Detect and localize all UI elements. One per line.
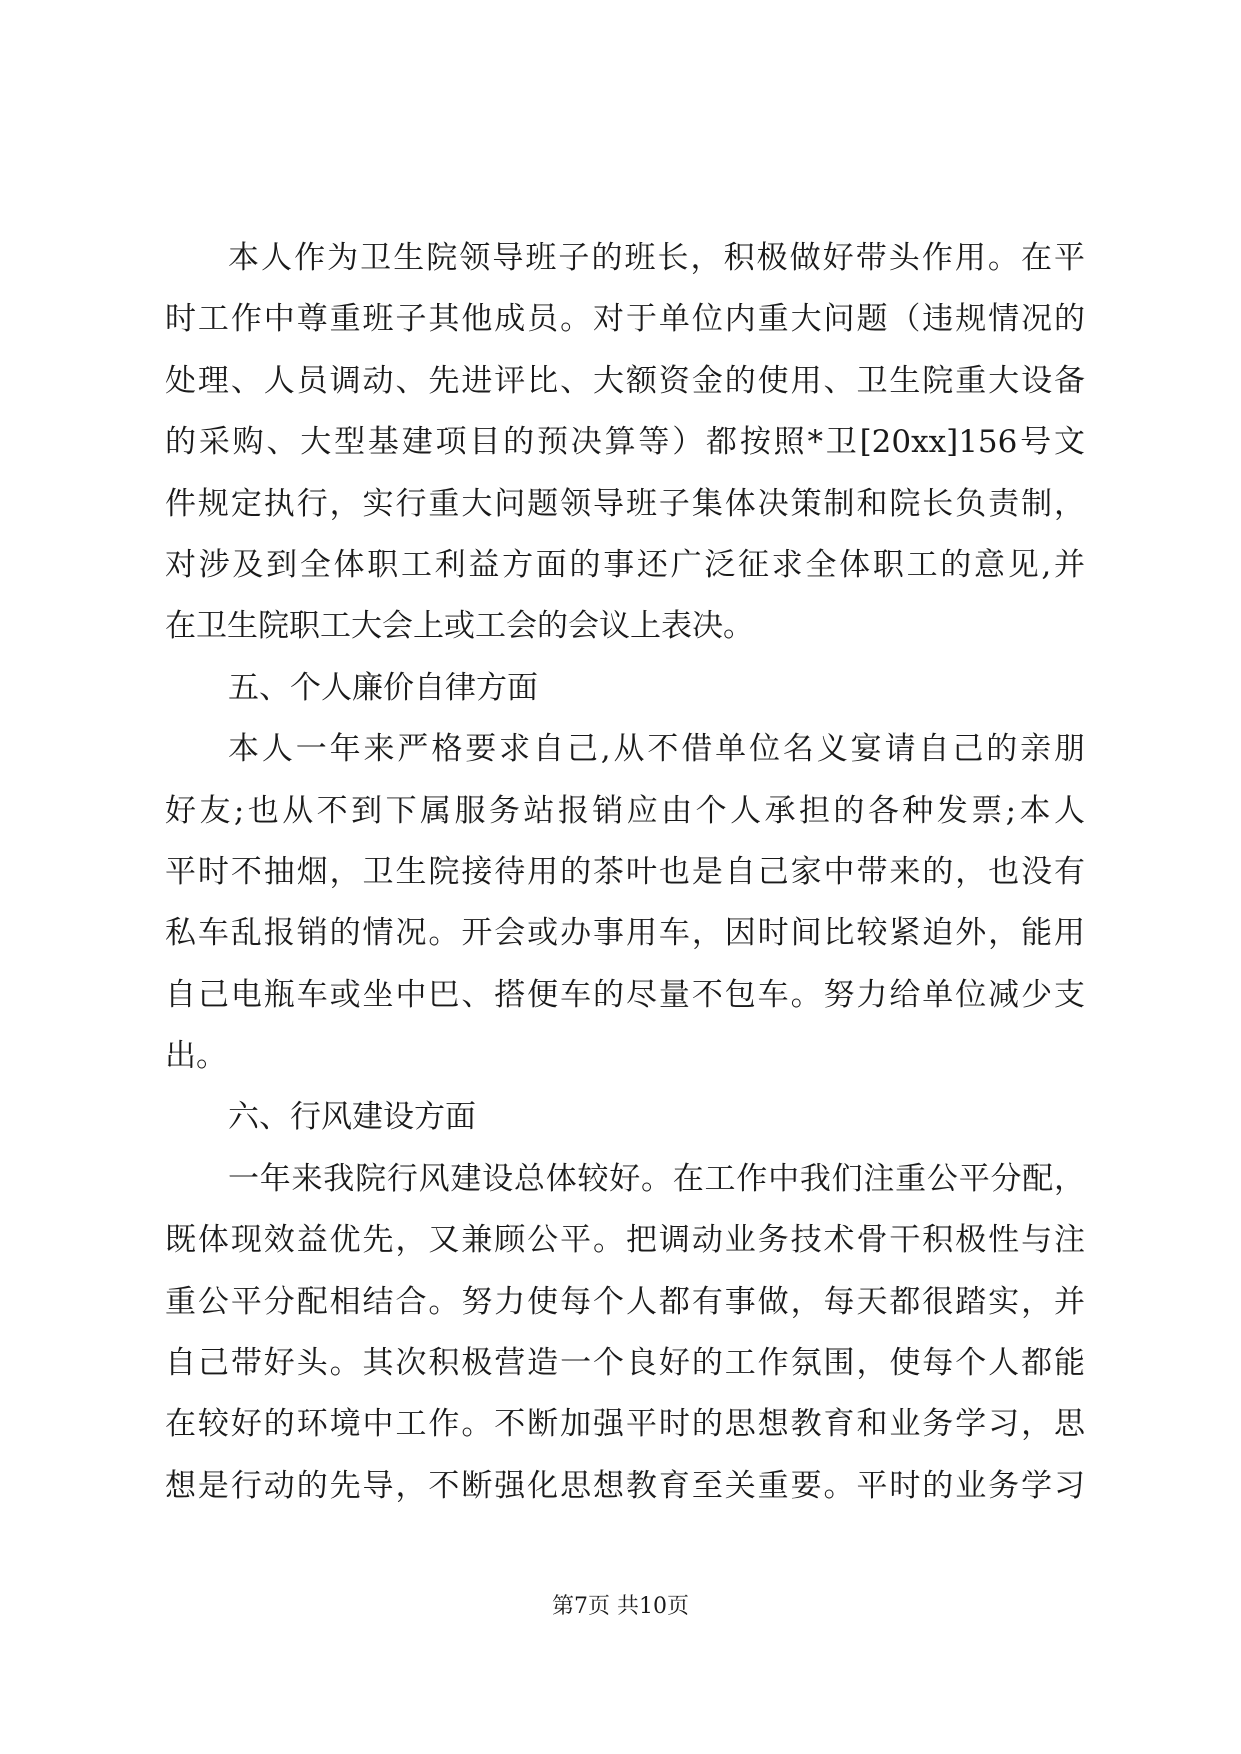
paragraph-line: 处理、人员调动、先进评比、大额资金的使用、卫生院重大设备 bbox=[165, 362, 1085, 399]
page-number-footer: 第7页 共10页 bbox=[552, 1594, 689, 1619]
paragraph-line: 私车乱报销的情况。开会或办事用车，因时间比较紧迫外，能用 bbox=[165, 915, 1085, 952]
paragraph-line: 好友;也从不到下属服务站报销应由个人承担的各种发票;本人 bbox=[165, 792, 1085, 829]
section-heading: 六、行风建设方面 bbox=[228, 1099, 476, 1136]
paragraph-line: 想是行动的先导，不断强化思想教育至关重要。平时的业务学习 bbox=[165, 1467, 1085, 1504]
paragraph-line: 件规定执行，实行重大问题领导班子集体决策制和院长负责制， bbox=[165, 485, 1085, 522]
document-body bbox=[165, 228, 1085, 1517]
paragraph-line: 时工作中尊重班子其他成员。对于单位内重大问题（违规情况的 bbox=[165, 301, 1085, 338]
paragraph-line: 一年来我院行风建设总体较好。在工作中我们注重公平分配， bbox=[228, 1160, 1085, 1197]
paragraph-line: 自己电瓶车或坐中巴、搭便车的尽量不包车。努力给单位减少支 bbox=[165, 976, 1085, 1013]
paragraph-line: 在卫生院职工大会上或工会的会议上表决。 bbox=[165, 608, 754, 645]
paragraph-line: 平时不抽烟，卫生院接待用的茶叶也是自己家中带来的，也没有 bbox=[165, 853, 1085, 890]
paragraph-line: 重公平分配相结合。努力使每个人都有事做，每天都很踏实，并 bbox=[165, 1283, 1085, 1320]
paragraph-line: 在较好的环境中工作。不断加强平时的思想教育和业务学习，思 bbox=[165, 1406, 1085, 1443]
paragraph-line: 对涉及到全体职工利益方面的事还广泛征求全体职工的意见,并 bbox=[165, 546, 1085, 583]
paragraph-line: 的采购、大型基建项目的预决算等）都按照*卫[20xx]156号文 bbox=[165, 424, 1085, 461]
paragraph-line: 本人一年来严格要求自己,从不借单位名义宴请自己的亲朋 bbox=[228, 731, 1085, 768]
paragraph-line: 出。 bbox=[165, 1038, 227, 1075]
paragraph-line: 既体现效益优先，又兼顾公平。把调动业务技术骨干积极性与注 bbox=[165, 1222, 1085, 1259]
section-heading: 五、个人廉价自律方面 bbox=[228, 669, 538, 706]
paragraph-line: 本人作为卫生院领导班子的班长，积极做好带头作用。在平 bbox=[228, 240, 1085, 276]
paragraph-line: 自己带好头。其次积极营造一个良好的工作氛围，使每个人都能 bbox=[165, 1345, 1085, 1382]
